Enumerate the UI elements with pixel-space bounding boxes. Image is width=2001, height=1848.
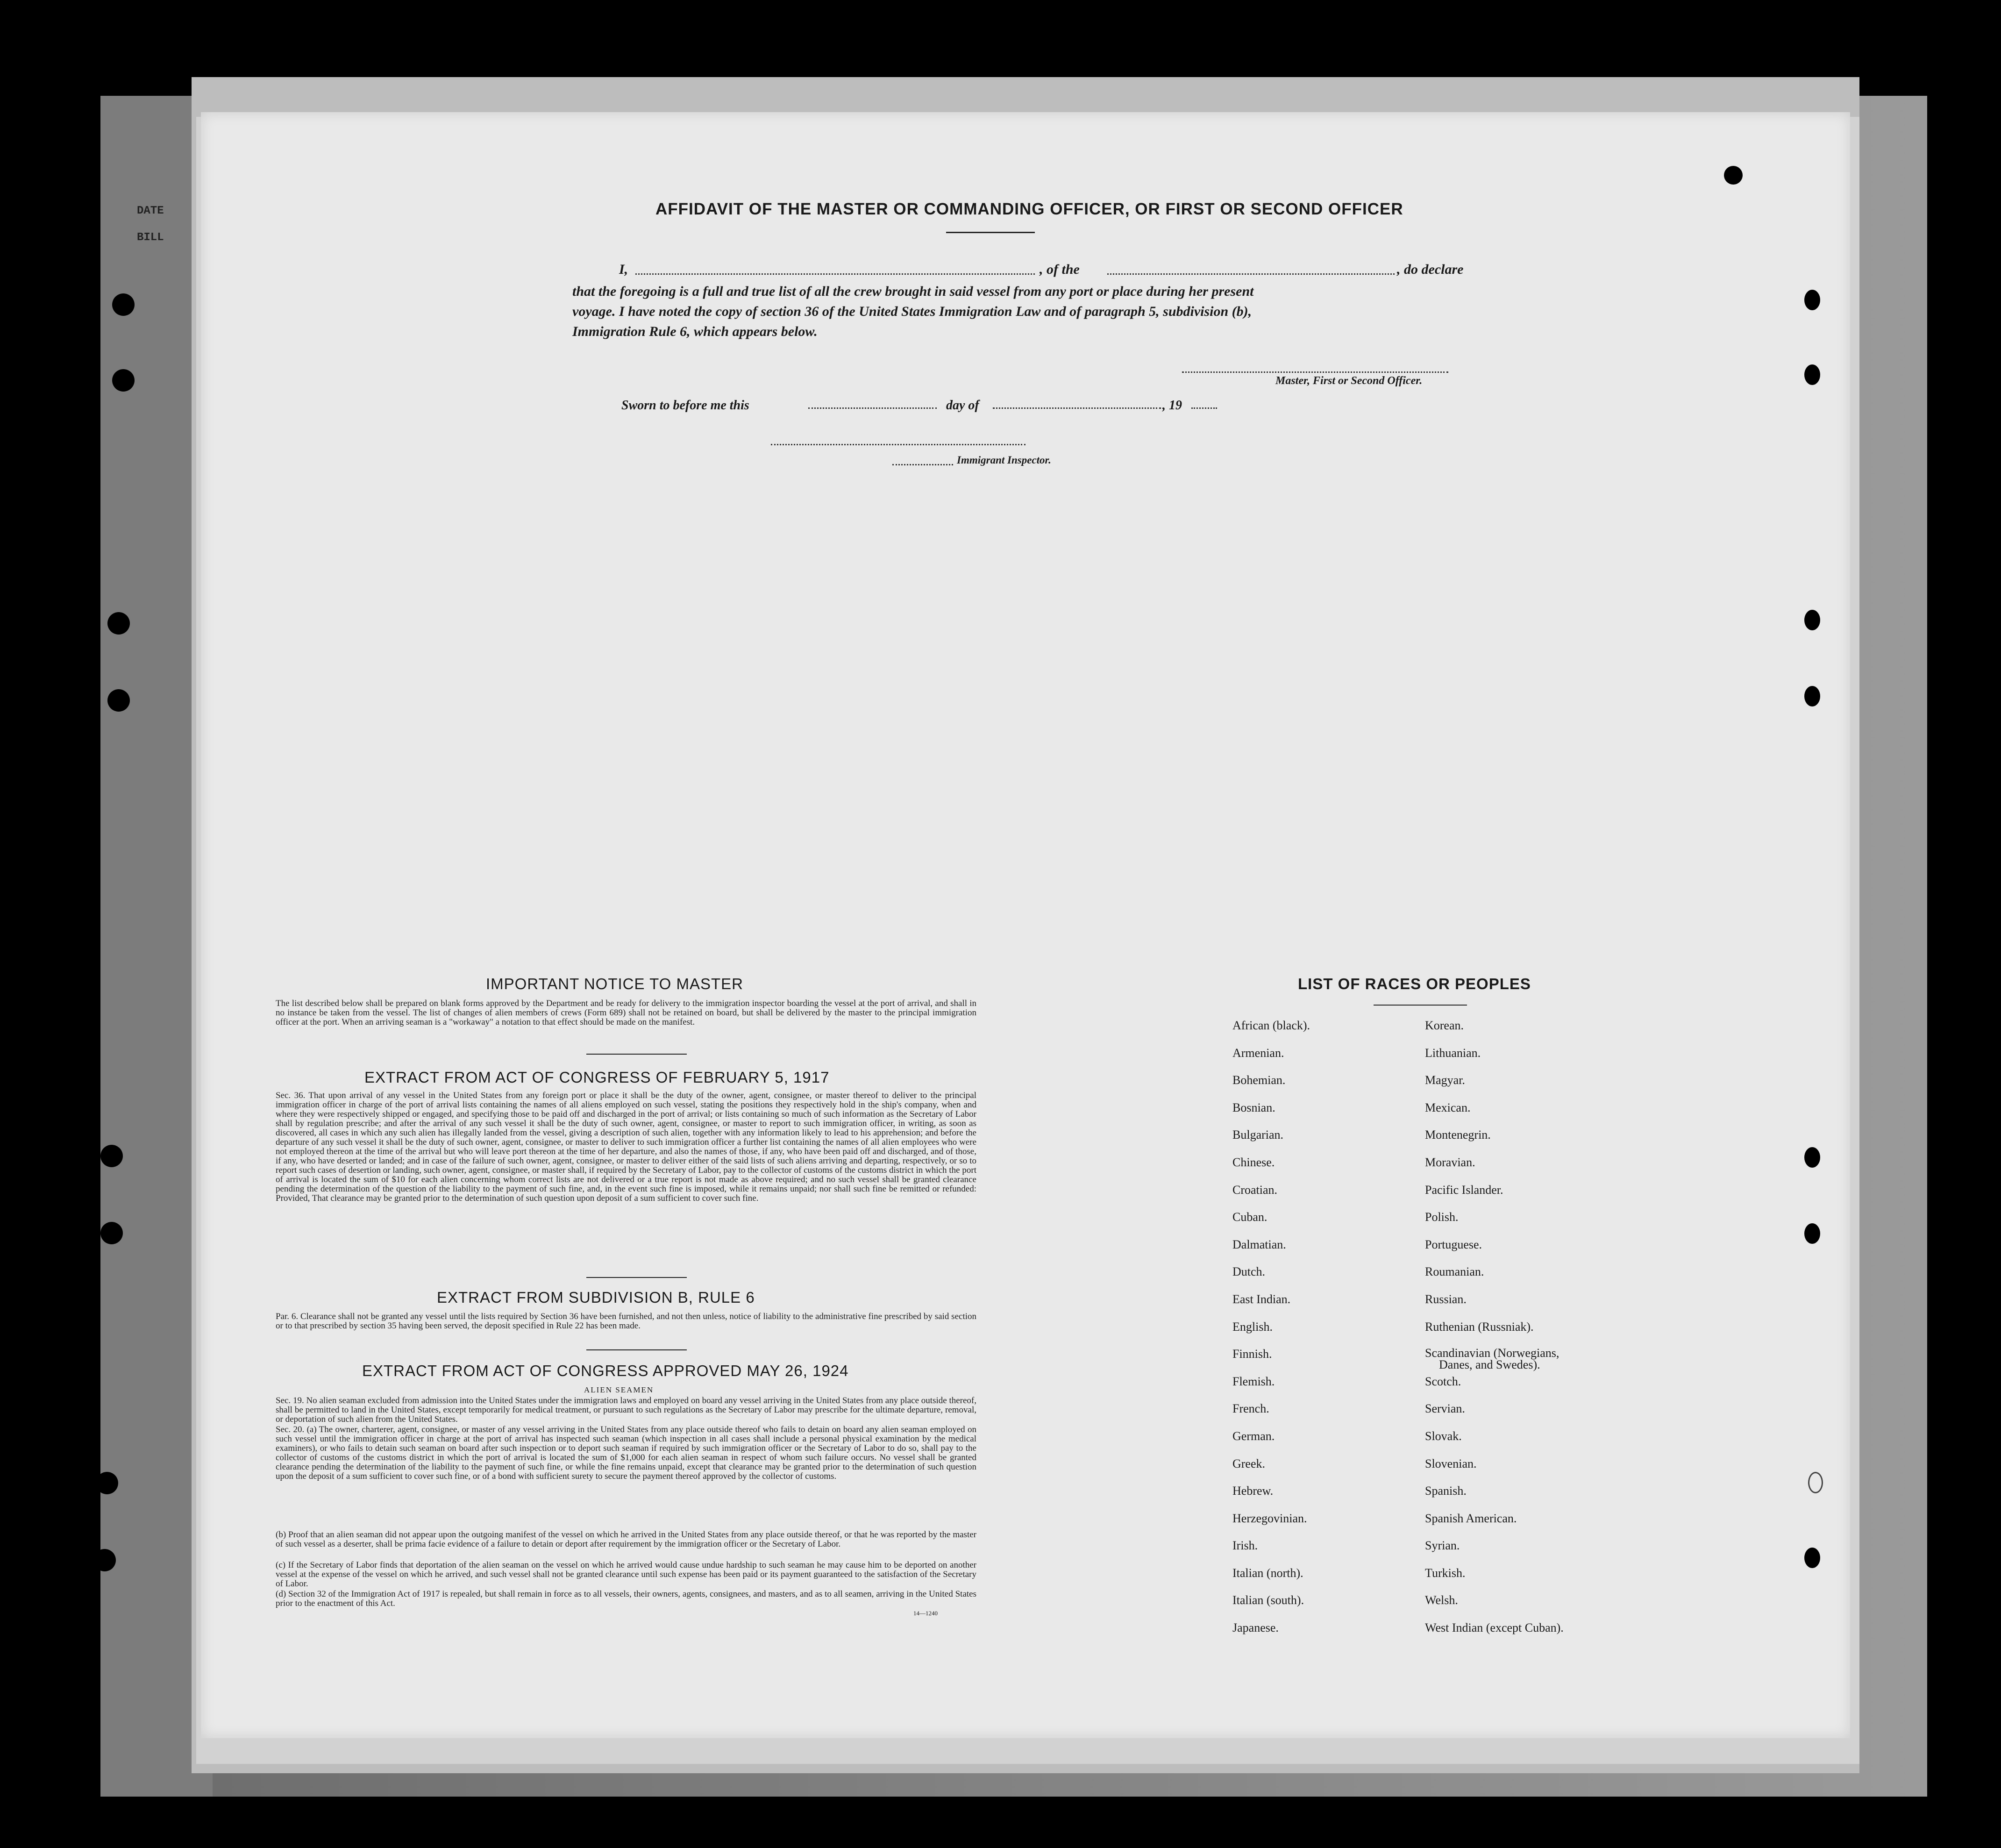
race-item: Pacific Islander. (1425, 1183, 1503, 1197)
race-item: Syrian. (1425, 1539, 1460, 1553)
race-item: Bulgarian. (1232, 1128, 1284, 1142)
sworn-month-blank[interactable] (993, 407, 1161, 409)
punch-hole (1724, 166, 1743, 185)
sworn-year-blank[interactable] (1191, 407, 1217, 409)
punch-hole (1804, 290, 1820, 310)
race-item: Flemish. (1232, 1374, 1275, 1388)
affidavit-page (201, 112, 1850, 1738)
affidavit-i: I, (619, 262, 628, 277)
races-column-1 (1232, 1019, 1310, 1648)
race-item: Korean. (1425, 1019, 1464, 1032)
races-column-2 (1425, 1019, 1564, 1648)
race-item: Chinese. (1232, 1155, 1275, 1169)
race-item: Montenegrin. (1425, 1128, 1491, 1142)
race-item: Turkish. (1425, 1566, 1466, 1580)
vessel-blank[interactable] (1107, 273, 1395, 275)
affidavit-line-3: voyage. I have noted the copy of section 36 of the United States Immigration Law and of paragraph 5, subdivision (b), (572, 304, 1252, 319)
binder-hole (112, 369, 135, 392)
extract-rule6-body: Par. 6. Clearance shall not be granted any vessel until the lists required by Section 36 have been furnished, and not then unless, notice of liability to the administrative fine prescribed by said section or to that prescribed by section 35 having been served, the deposit specified in Rule 22 has been made. (276, 1312, 976, 1331)
race-item: Ruthenian (Russniak). (1425, 1320, 1534, 1334)
race-item: Portuguese. (1425, 1237, 1482, 1251)
race-item: Spanish. (1425, 1484, 1467, 1498)
binder-hole (100, 1222, 123, 1244)
extract-1924-sec19: Sec. 19. No alien seaman excluded from admission into the United States under the immigration laws and employed on board any vessel arriving in the United States from any place outside thereof, shall be permitted to land in the United States, except temporarily for medical treatment, or pursuant to such regulations as the Secretary of Labor may prescribe for the ultimate departure, removal, or deportation of such alien from the United States. (276, 1396, 976, 1424)
extract-rule6-rule (586, 1349, 687, 1350)
inspector-signature-line[interactable] (771, 444, 1025, 445)
punch-hole (1804, 1548, 1820, 1568)
race-item: Roumanian. (1425, 1265, 1484, 1279)
race-item: Scandinavian (Norwegians, Danes, and Swedes). (1425, 1347, 1564, 1375)
extract-1924-sec20b: (b) Proof that an alien seaman did not appear upon the outgoing manifest of the vessel on which he arrived in the United States from any place outside thereof, or that he was reported by the master of such vessel as a deserter, shall be prima facie evidence of a failure to detain or deport after requirement by the immigration officer or the Secretary of Labor. (276, 1530, 976, 1549)
race-item: Croatian. (1232, 1183, 1278, 1197)
race-item: Armenian. (1232, 1046, 1284, 1060)
race-item: Finnish. (1232, 1347, 1272, 1361)
binder-hole (100, 1145, 123, 1167)
race-item: Lithuanian. (1425, 1046, 1481, 1060)
race-item: Herzegovinian. (1232, 1511, 1307, 1525)
race-item: Dutch. (1232, 1265, 1266, 1279)
extract-1917-rule (586, 1277, 687, 1278)
notice-body: The list described below shall be prepared on blank forms approved by the Department and be ready for delivery to the immigration inspector boarding the vessel at the port of arrival, and shall in no instance be taken from the vessel. The list of changes of alien members of crews (Form 689) shall not be retained on board, but shall be delivered by the master to the principal immigration officer at the port. When an arriving seaman is a "workaway" a notation to that effect should be made on the manifest. (276, 999, 976, 1027)
punch-hole (1804, 610, 1820, 630)
race-item: German. (1232, 1429, 1275, 1443)
master-label: Master, First or Second Officer. (1275, 375, 1423, 387)
notice-title: IMPORTANT NOTICE TO MASTER (486, 975, 744, 992)
race-item: Dalmatian. (1232, 1237, 1286, 1251)
punch-hole (1808, 1472, 1823, 1493)
race-item: East Indian. (1232, 1292, 1291, 1306)
extract-1924-sec20a: Sec. 20. (a) The owner, charterer, agent, consignee, or master of any vessel arriving in the United States from any place outside thereof who fails to detain on board any alien seaman employed on such vessel until the immigration officer in charge at the port of arrival has inspected such seaman (which inspection in all cases shall include a personal physical examination by the medical examiners), or who fails to detain such seaman on board after such inspection or to deport such seaman if required by such immigration officer or the Secretary of Labor to do so, shall pay to the collector of customs of the customs district in which the port of arrival is located the sum of $1,000 for each alien seaman in respect of whom such failure occurs. No vessel shall be granted clearance pending the determination of the liability to the payment of such fine, or while the fine remains unpaid, except that clearance may be granted prior to the determination of such question upon the deposit of a sum sufficient to cover such fine, or of a bond with sufficient surety to secure the payment thereof approved by the collector of customs. (276, 1425, 976, 1481)
punch-hole (1804, 1147, 1820, 1168)
extract-1924-subtitle: ALIEN SEAMEN (584, 1385, 654, 1394)
race-item: Greek. (1232, 1456, 1266, 1470)
races-title: LIST OF RACES OR PEOPLES (1298, 975, 1531, 992)
race-item: Hebrew. (1232, 1484, 1274, 1498)
form-number: 14—1240 (913, 1610, 938, 1617)
binder-hole (107, 689, 130, 712)
side-label-bill: BILL (137, 231, 164, 244)
binder-hole (93, 1549, 116, 1571)
binder-hole (96, 1472, 118, 1494)
side-label-date: DATE (137, 205, 164, 217)
races-rule (1374, 1005, 1467, 1006)
race-item: Japanese. (1232, 1621, 1279, 1635)
master-signature-line[interactable] (1182, 371, 1448, 373)
extract-1924-sec20c: (c) If the Secretary of Labor finds that deportation of the alien seaman on the vessel on which he arrived would cause undue hardship to such seaman he may cause him to be deported on another vessel at the expense of the vessel on which he arrived, and such vessel shall not be granted clearance until such expense has been paid or its payment guaranteed to the satisfaction of the Secretary of Labor. (276, 1560, 976, 1589)
name-blank[interactable] (635, 273, 1035, 275)
binder-hole (107, 612, 130, 635)
affidavit-title: AFFIDAVIT OF THE MASTER OR COMMANDING OFFICER, OR FIRST OR SECOND OFFICER (655, 200, 1403, 218)
race-item: West Indian (except Cuban). (1425, 1621, 1564, 1635)
extract-rule6-title: EXTRACT FROM SUBDIVISION B, RULE 6 (437, 1289, 755, 1306)
race-item: Irish. (1232, 1539, 1258, 1553)
race-item: Slovenian. (1425, 1456, 1477, 1470)
race-item-continuation: Danes, and Swedes). (1439, 1358, 1540, 1372)
affidavit-line-4: Immigration Rule 6, which appears below. (572, 324, 818, 339)
sworn-label: Sworn to before me this (621, 398, 749, 413)
race-item: Spanish American. (1425, 1511, 1517, 1525)
binder-hole (112, 293, 135, 316)
race-item: Italian (south). (1232, 1593, 1304, 1607)
title-rule (946, 232, 1035, 233)
punch-hole (1804, 1223, 1820, 1244)
race-item: Italian (north). (1232, 1566, 1303, 1580)
inspector-dots (892, 464, 953, 465)
punch-hole (1804, 364, 1820, 385)
race-item: Moravian. (1425, 1155, 1475, 1169)
affidavit-declare: , do declare (1397, 262, 1464, 277)
race-item: Russian. (1425, 1292, 1467, 1306)
race-item: Welsh. (1425, 1593, 1458, 1607)
race-item: English. (1232, 1320, 1273, 1334)
race-item: Bohemian. (1232, 1073, 1286, 1087)
race-item: Polish. (1425, 1210, 1459, 1224)
notice-rule (586, 1054, 687, 1055)
race-item: Slovak. (1425, 1429, 1462, 1443)
race-item: African (black). (1232, 1019, 1310, 1032)
punch-hole (1804, 686, 1820, 706)
affidavit-of-the: , of the (1040, 262, 1080, 277)
extract-1917-body: Sec. 36. That upon arrival of any vessel in the United States from any foreign port or place it shall be the duty of the owner, agent, consignee, or master thereof to deliver to the principal immigration officer in charge of the port of arrival lists containing the names of all aliens employed on such vessel, stating the positions they respectively hold in the ship's company, when and where they were respectively shipped or engaged, and specifying those to be paid off and discharged in the port of arrival; or lists containing so much of such information as the Secretary of Labor shall by regulation prescribe; and after the arrival of any such vessel it shall be the duty of such owner, agent, consignee, or master to report to such immigration officer, in writing, as soon as discovered, all cases in which any such alien has illegally landed from the vessel, giving a description of such alien, together with any information likely to lead to his apprehension; and before the departure of any such vessel it shall be the duty of such owner, agent, consignee, or master to deliver to such immigration officer a further list containing the names of all alien employees who were not employed thereon at the time of the arrival but who will leave port thereon at the time of her departure, and also the names of those, if any, who have been paid off and discharged, and of those, if any, who have deserted or landed; and in case of the failure of such owner, agent, consignee, or master to deliver either of the said lists of such aliens arriving and departing, respectively, or so to report such cases of desertion or landing, such owner, agent, consignee, or master shall, if required by the Secretary of Labor, pay to the collector of customs of the customs district in which the port of arrival is located the sum of $10 for each alien concerning whom correct lists are not delivered or a true report is not made as above required; and no such vessel shall be granted clearance pending the determination of the question of the liability to the payment of such fine, and, in the event such fine is imposed, while it remains unpaid; nor shall such fine be remitted or refunded: Provided, That clearance may be granted prior to the determination of such question upon deposit of a sum sufficient to cover such fine. (276, 1091, 976, 1203)
affidavit-line-2: that the foregoing is a full and true list of all the crew brought in said vessel from any port or place during her present (572, 284, 1254, 299)
race-item: Cuban. (1232, 1210, 1268, 1224)
race-item: Bosnian. (1232, 1100, 1275, 1114)
extract-1924-sec20d: (d) Section 32 of the Immigration Act of 1917 is repealed, but shall remain in force as to all vessels, their owners, agents, consignees, and masters, and as to all seamen, arriving in the United States prior to the enactment of this Act. (276, 1589, 976, 1608)
race-item: Magyar. (1425, 1073, 1465, 1087)
race-item: Servian. (1425, 1402, 1465, 1416)
day-of-label: day of (946, 398, 979, 413)
inspector-label: Immigrant Inspector. (957, 454, 1051, 466)
race-item: Scotch. (1425, 1374, 1461, 1388)
race-item: Mexican. (1425, 1100, 1471, 1114)
race-item: French. (1232, 1402, 1269, 1416)
sworn-day-blank[interactable] (808, 407, 937, 409)
extract-1924-title: EXTRACT FROM ACT OF CONGRESS APPROVED MAY 26, 1924 (362, 1362, 849, 1379)
year-label: , 19 (1162, 398, 1182, 413)
extract-1917-title: EXTRACT FROM ACT OF CONGRESS OF FEBRUARY 5, 1917 (364, 1069, 830, 1086)
